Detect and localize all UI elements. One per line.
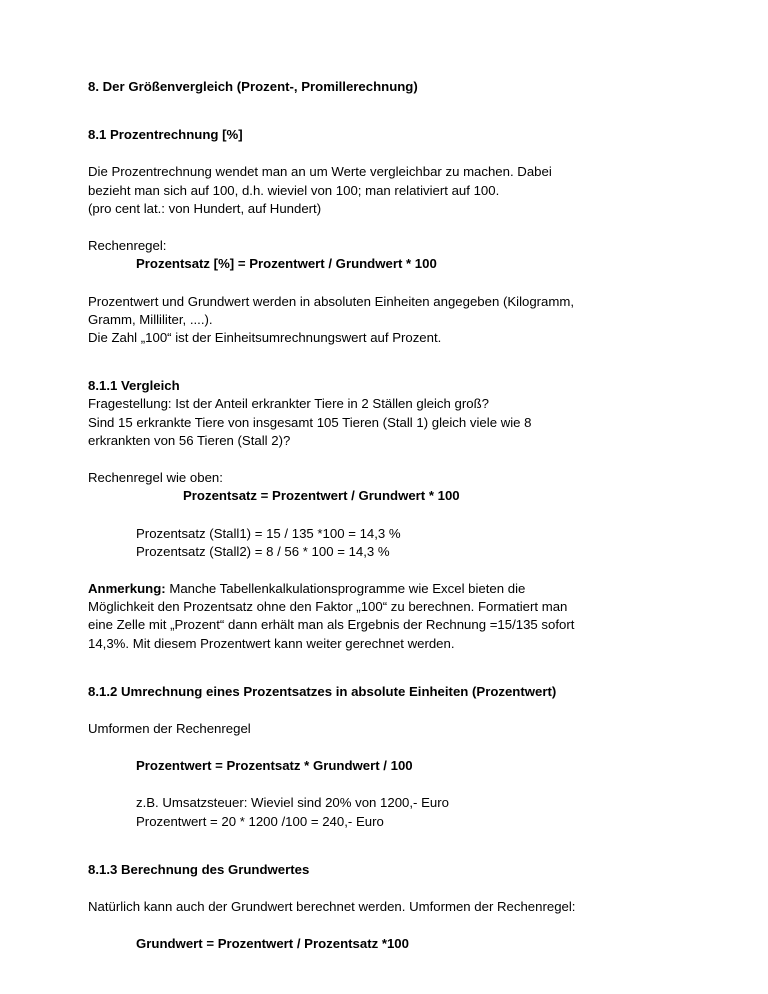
page-title: 8. Der Größenvergleich (Prozent-, Promillerechnung) (88, 79, 418, 94)
calculation-stall1: Prozentsatz (Stall1) = 15 / 135 *100 = 14,3 % (136, 525, 401, 541)
paragraph-8-1-line-2: bezieht man sich auf 100, d.h. wieviel von 100; man relativiert auf 100. (88, 182, 500, 198)
rechenregel-label: Rechenregel: (88, 238, 167, 254)
heading-8-1-3: 8.1.3 Berechnung des Grundwertes (88, 861, 310, 877)
heading-8-1: 8.1 Prozentrechnung [%] (88, 127, 243, 143)
example-umsatzsteuer-line-1: z.B. Umsatzsteuer: Wieviel sind 20% von 1200,- Euro (136, 795, 449, 811)
heading-8-1-2: 8.1.2 Umrechnung eines Prozentsatzes in absolute Einheiten (Prozentwert) (88, 683, 557, 699)
formula-grundwert: Grundwert = Prozentwert / Prozentsatz *100 (136, 936, 409, 952)
anmerkung-line-2: Möglichkeit den Prozentsatz ohne den Faktor „100“ zu berechnen. Formatiert man (88, 599, 568, 615)
paragraph-units-line-3: Die Zahl „100“ ist der Einheitsumrechnungswert auf Prozent. (88, 329, 442, 345)
anmerkung-line-1 (88, 580, 680, 598)
grundwert-paragraph: Natürlich kann auch der Grundwert berechnet werden. Umformen der Rechenregel: (88, 899, 576, 915)
paragraph-8-1-line-1: Die Prozentrechnung wendet man an um Werte vergleichbar zu machen. Dabei (88, 164, 552, 180)
formula-prozentwert: Prozentwert = Prozentsatz * Grundwert / 100 (136, 758, 413, 774)
question-line-2: Sind 15 erkrankte Tiere von insgesamt 105 Tieren (Stall 1) gleich viele wie 8 (88, 414, 532, 430)
anmerkung-label: Anmerkung: (88, 580, 166, 596)
paragraph-8-1-line-3: (pro cent lat.: von Hundert, auf Hundert) (88, 200, 322, 216)
document-body (88, 78, 680, 954)
formula-prozentsatz-repeat: Prozentsatz = Prozentwert / Grundwert * 100 (183, 488, 460, 504)
calculation-stall2: Prozentsatz (Stall2) = 8 / 56 * 100 = 14,3 % (136, 543, 390, 559)
rechenregel-wie-oben-label: Rechenregel wie oben: (88, 470, 223, 486)
paragraph-units-line-1: Prozentwert und Grundwert werden in absoluten Einheiten angegeben (Kilogramm, (88, 293, 575, 309)
umformen-paragraph: Umformen der Rechenregel (88, 721, 251, 737)
question-line-1: Fragestellung: Ist der Anteil erkrankter Tiere in 2 Ställen gleich groß? (88, 396, 489, 412)
anmerkung-line-4: 14,3%. Mit diesem Prozentwert kann weiter gerechnet werden. (88, 635, 455, 651)
heading-8-1-1: 8.1.1 Vergleich (88, 378, 180, 394)
formula-prozentsatz: Prozentsatz [%] = Prozentwert / Grundwert * 100 (136, 256, 437, 272)
anmerkung-line-1-text: Manche Tabellenkalkulationsprogramme wie Excel bieten die (165, 580, 526, 596)
anmerkung-line-3: eine Zelle mit „Prozent“ dann erhält man als Ergebnis der Rechnung =15/135 sofort (88, 617, 575, 633)
paragraph-units-line-2: Gramm, Milliliter, ....). (88, 311, 213, 327)
question-line-3: erkrankten von 56 Tieren (Stall 2)? (88, 432, 291, 448)
example-umsatzsteuer-line-2: Prozentwert = 20 * 1200 /100 = 240,- Euro (136, 813, 384, 829)
